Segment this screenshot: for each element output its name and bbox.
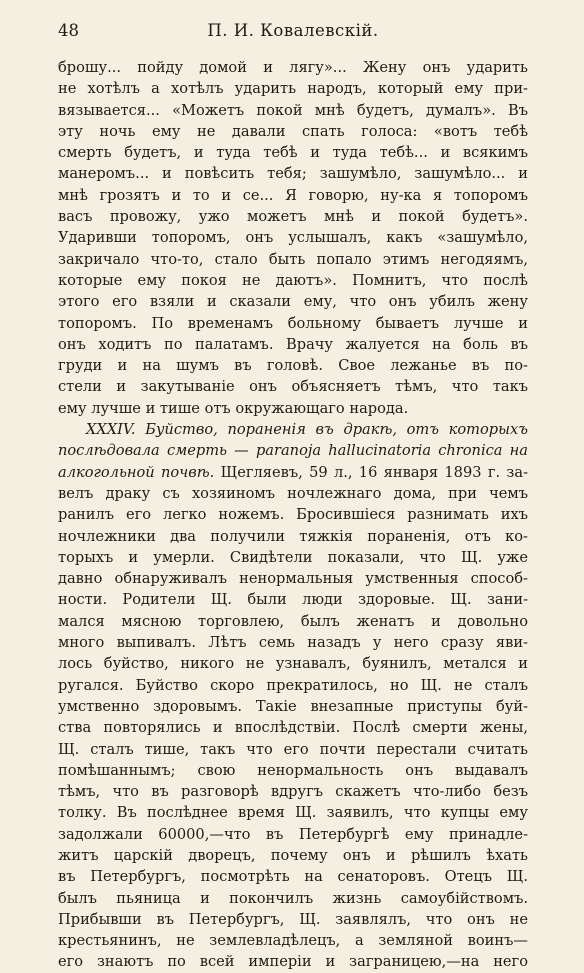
text-line (58, 909, 528, 930)
line-text: былъ пьяница и покончилъ жизнь самоубійствомъ. (58, 889, 528, 907)
italic-heading-text: алкогольной почвѣ. (58, 463, 215, 481)
italic-heading-text: послѣдовала смерть — paranoja hallucinatoria chronica на (58, 442, 528, 460)
line-text: вязывается... «Можетъ покой мнѣ будетъ, думалъ». Въ (58, 101, 528, 119)
text-line (58, 163, 528, 184)
line-text: Щ. сталъ тише, такъ что его почти перестали считать (58, 740, 528, 758)
text-line (58, 696, 528, 717)
text-line (58, 249, 528, 270)
line-text: васъ провожу, ужо можетъ мнѣ и покой будетъ». (58, 208, 528, 226)
line-text: помѣшаннымъ; свою ненормальность онъ выдавалъ (58, 761, 528, 779)
line-text: не хотѣлъ а хотѣлъ ударить народъ, который ему при- (58, 80, 528, 98)
text-line (58, 100, 528, 121)
line-text: въ Петербургъ, посмотрѣть на сенаторовъ. Отецъ Щ. (58, 868, 528, 886)
text-line (58, 142, 528, 163)
text-line (58, 930, 528, 951)
line-text: лось буйство, никого не узнавалъ, буянилъ, метался и (58, 655, 528, 673)
text-line (58, 78, 528, 99)
text-line (58, 675, 528, 696)
line-text: торыхъ и умерли. Свидѣтели показали, что Щ. уже (58, 548, 528, 566)
line-text: тѣмъ, что въ разговорѣ вдругъ скажетъ что-либо безъ (58, 783, 528, 801)
text-line (58, 483, 528, 504)
line-text: умственно здоровымъ. Такіе внезапные приступы буй- (58, 697, 528, 715)
text-line (58, 419, 528, 440)
line-text: брошу... пойду домой и лягу»... Жену онъ ударить (58, 59, 528, 76)
line-text: мался мясною торговлею, былъ женатъ и довольно (58, 612, 528, 630)
line-text: топоромъ. По временамъ больному бываетъ лучше и (58, 314, 528, 332)
text-line (58, 824, 528, 845)
text-line (58, 206, 528, 227)
text-line (58, 547, 528, 568)
line-text: груди и на шумъ въ головѣ. Свое лежанье въ по- (58, 357, 528, 375)
text-line (58, 845, 528, 866)
line-text: житъ царскій дворецъ, почему онъ и рѣшилъ ѣхать (58, 846, 528, 864)
line-text: ства повторялись и впослѣдствіи. Послѣ смерти жены, (58, 719, 528, 737)
page-header (58, 18, 528, 44)
line-text: закричало что-то, стало быть попало этимъ негодяямъ, (58, 250, 528, 268)
line-text: Прибывши въ Петербургъ, Щ. заявлялъ, что онъ не (58, 910, 528, 928)
text-line (58, 355, 528, 376)
line-text: много выпивалъ. Лѣтъ семь назадъ у него сразу яви- (58, 634, 528, 652)
text-line (58, 398, 528, 419)
italic-heading-text: XXXIV. Буйство, пораненія въ дракѣ, отъ которыхъ (86, 421, 528, 439)
text-line (58, 632, 528, 653)
line-text: крестьянинъ, не землевладѣлецъ, а земляной воинъ— (58, 932, 528, 950)
line-text: мнѣ грозятъ и то и се... Я говорю, ну-ка я топоромъ (58, 186, 528, 204)
line-text: смерть будетъ, и туда тебѣ и туда тебѣ... и всякимъ (58, 144, 528, 162)
line-text: этого его взяли и сказали ему, что онъ убилъ жену (58, 293, 528, 311)
text-line (58, 760, 528, 781)
line-text: Ударивши топоромъ, онъ услышалъ, какъ «зашумѣло, (58, 229, 528, 247)
line-text: давно обнаруживалъ ненормальныя умственныя способ- (58, 570, 528, 588)
line-text: его знаютъ по всей имперіи и заграницею,—на него (58, 953, 528, 971)
text-line (58, 440, 528, 461)
text-line (58, 185, 528, 206)
text-line (58, 611, 528, 632)
text-line (58, 313, 528, 334)
line-text: ности. Родители Щ. были люди здоровые. Щ. зани- (58, 591, 528, 609)
text-line (58, 717, 528, 738)
line-text: манеромъ... и повѣсить тебя; зашумѣло, зашумѣло... и (58, 165, 528, 183)
line-text: ругался. Буйство скоро прекратилось, но Щ. не сталъ (58, 676, 528, 694)
line-text: ранилъ его легко ножемъ. Бросившіеся разнимать ихъ (58, 506, 528, 524)
text-line (58, 376, 528, 397)
running-title: П. И. Ковалевскій. (207, 21, 379, 40)
text-line (58, 802, 528, 823)
line-text: велъ драку съ хозяиномъ ночлежнаго дома, при чемъ (58, 484, 528, 502)
line-text: стели и закутываніе онъ объясняетъ тѣмъ, что такъ (58, 378, 528, 396)
line-text: ночлежники два получили тяжкія пораненія, отъ ко- (58, 527, 528, 545)
body-text (58, 57, 528, 973)
line-text: эту ночь ему не давали спать голоса: «вотъ тебѣ (58, 122, 528, 140)
text-line (58, 653, 528, 674)
text-line (58, 739, 528, 760)
text-line (58, 866, 528, 887)
line-text: онъ ходитъ по палатамъ. Врачу жалуется на боль въ (58, 335, 528, 353)
line-text: ему лучше и тише отъ окружающаго народа. (58, 399, 409, 417)
text-line (58, 57, 528, 78)
text-line (58, 781, 528, 802)
line-text: задолжали 60000,—что въ Петербургѣ ему принадле- (58, 825, 528, 843)
text-line (58, 888, 528, 909)
text-line (58, 121, 528, 142)
page-number: 48 (58, 21, 79, 40)
text-line (58, 270, 528, 291)
text-line (58, 227, 528, 248)
text-line (58, 291, 528, 312)
line-text: Щегляевъ, 59 л., 16 января 1893 г. за- (214, 463, 528, 481)
line-text: толку. Въ послѣднее время Щ. заявилъ, что купцы ему (58, 804, 528, 822)
text-line (58, 568, 528, 589)
text-line (58, 462, 528, 483)
text-line (58, 526, 528, 547)
text-line (58, 951, 528, 972)
line-text: которые ему покоя не даютъ». Помнитъ, что послѣ (58, 271, 528, 289)
text-line (58, 334, 528, 355)
text-line (58, 504, 528, 525)
text-line (58, 589, 528, 610)
